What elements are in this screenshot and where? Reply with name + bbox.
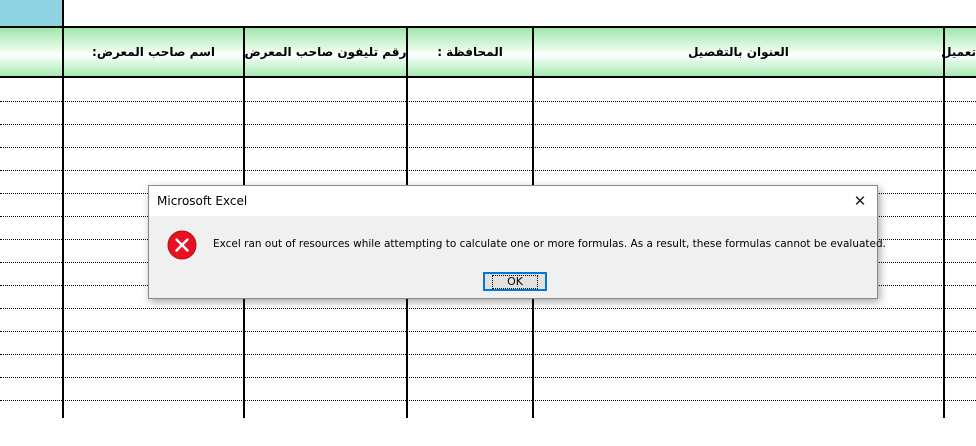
- error-dialog: [148, 185, 887, 299]
- row-line: [0, 377, 976, 378]
- row-line: [0, 170, 976, 171]
- row-line: [0, 400, 976, 401]
- row-line: [0, 308, 976, 309]
- dialog-title: Microsoft Excel: [157, 194, 248, 208]
- header-label: رقم تليفون صاحب المعرض: [244, 45, 407, 59]
- row-line: [0, 124, 976, 125]
- dialog-titlebar[interactable]: [149, 186, 877, 216]
- header-label: العنوان بالتفصيل: [688, 45, 789, 59]
- close-icon[interactable]: ✕: [853, 192, 867, 210]
- ok-button[interactable]: [483, 272, 547, 291]
- header-label: تعميل: [941, 45, 976, 59]
- row-line: [0, 101, 976, 102]
- ok-button-label: OK: [492, 275, 538, 289]
- row-line: [0, 331, 976, 332]
- row-line: [0, 354, 976, 355]
- column-border: [943, 78, 945, 418]
- header-cell-truncated[interactable]: [941, 28, 976, 76]
- header-cell-empty[interactable]: [0, 28, 64, 76]
- header-cell-owner-name[interactable]: [64, 28, 245, 76]
- header-label: اسم صاحب المعرض:: [92, 45, 215, 59]
- error-icon: [167, 230, 197, 260]
- column-border: [62, 78, 64, 418]
- header-row: [0, 26, 976, 78]
- header-cell-governorate[interactable]: [408, 28, 534, 76]
- row-line: [0, 147, 976, 148]
- header-cell-address[interactable]: [534, 28, 945, 76]
- column-border: [62, 0, 64, 26]
- dialog-message: Excel ran out of resources while attempting to calculate one or more formulas. As a result, these formulas cannot be evaluated.: [213, 238, 887, 250]
- header-cell-owner-phone[interactable]: [245, 28, 408, 76]
- dialog-body: [149, 216, 887, 298]
- header-label: المحافظة :: [437, 45, 503, 59]
- selected-cell[interactable]: [0, 0, 63, 26]
